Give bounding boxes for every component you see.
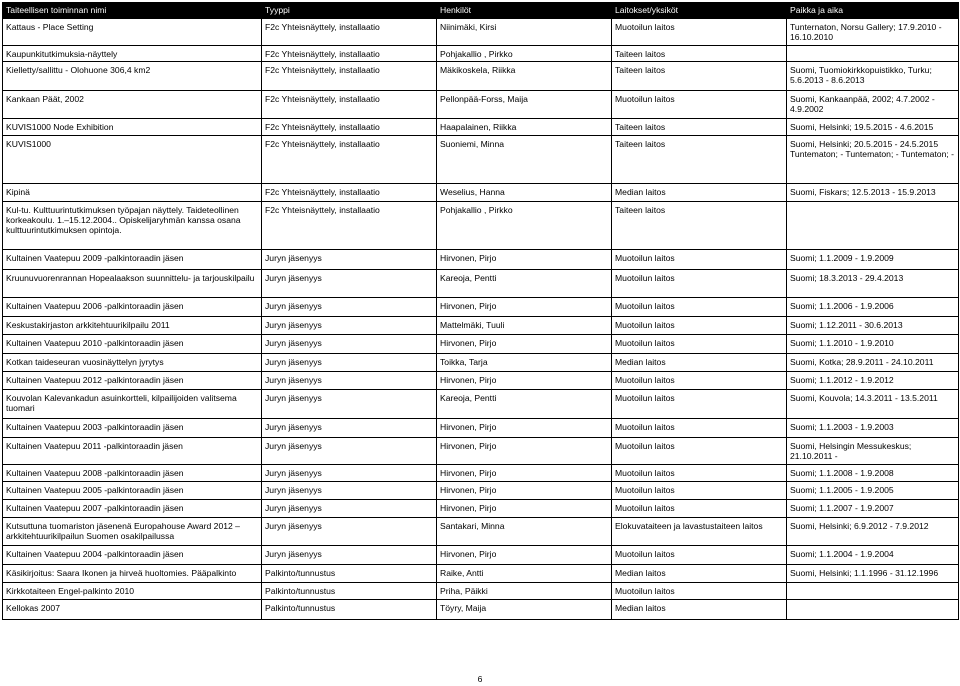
cell-department: Muotoilun laitos	[612, 249, 787, 269]
table-row	[3, 135, 959, 183]
cell-place-time: Suomi, Tuomiokirkkopuistikko, Turku; 5.6.2013 - 8.6.2013	[787, 61, 959, 90]
table-row	[3, 90, 959, 118]
cell-department: Muotoilun laitos	[612, 371, 787, 389]
cell-type: F2c Yhteisnäyttely, installaatio	[262, 183, 437, 201]
table-row	[3, 418, 959, 437]
table-row	[3, 45, 959, 61]
table-row	[3, 389, 959, 418]
column-header-place-time: Paikka ja aika	[787, 3, 959, 19]
cell-type: Juryn jäsenyys	[262, 389, 437, 418]
cell-department: Muotoilun laitos	[612, 90, 787, 118]
column-header-persons: Henkilöt	[437, 3, 612, 19]
cell-type: Juryn jäsenyys	[262, 316, 437, 334]
table-row	[3, 316, 959, 334]
cell-persons: Kareoja, Pentti	[437, 389, 612, 418]
table-row	[3, 249, 959, 269]
cell-name: Kotkan taideseuran vuosinäyttelyn jyrytys	[3, 353, 262, 371]
cell-place-time: Suomi; 1.1.2012 - 1.9.2012	[787, 371, 959, 389]
cell-name: Kaupunkitutkimuksia-näyttely	[3, 45, 262, 61]
table-row	[3, 481, 959, 499]
cell-place-time: Suomi; 1.1.2004 - 1.9.2004	[787, 545, 959, 564]
cell-persons: Pellonpää-Forss, Maija	[437, 90, 612, 118]
cell-type: F2c Yhteisnäyttely, installaatio	[262, 118, 437, 135]
cell-place-time: Suomi, Helsingin Messukeskus; 21.10.2011 -	[787, 437, 959, 464]
cell-department: Muotoilun laitos	[612, 389, 787, 418]
cell-place-time	[787, 45, 959, 61]
cell-type: Juryn jäsenyys	[262, 269, 437, 297]
table-row	[3, 437, 959, 464]
cell-department: Median laitos	[612, 599, 787, 619]
cell-type: Juryn jäsenyys	[262, 371, 437, 389]
cell-type: Palkinto/tunnustus	[262, 582, 437, 599]
cell-department: Muotoilun laitos	[612, 297, 787, 316]
cell-department: Taiteen laitos	[612, 135, 787, 183]
cell-persons: Hirvonen, Pirjo	[437, 499, 612, 517]
cell-place-time: Suomi; 1.1.2008 - 1.9.2008	[787, 464, 959, 481]
cell-persons: Santakari, Minna	[437, 517, 612, 545]
cell-persons: Weselius, Hanna	[437, 183, 612, 201]
cell-persons: Hirvonen, Pirjo	[437, 418, 612, 437]
cell-department: Elokuvataiteen ja lavastustaiteen laitos	[612, 517, 787, 545]
table-row	[3, 545, 959, 564]
cell-type: Juryn jäsenyys	[262, 545, 437, 564]
cell-place-time: Suomi; 1.1.2007 - 1.9.2007	[787, 499, 959, 517]
table-row	[3, 334, 959, 353]
cell-name: Kankaan Päät, 2002	[3, 90, 262, 118]
cell-place-time: Suomi, Helsinki; 6.9.2012 - 7.9.2012	[787, 517, 959, 545]
cell-place-time	[787, 599, 959, 619]
cell-persons: Pohjakallio , Pirkko	[437, 201, 612, 249]
table-row	[3, 464, 959, 481]
cell-name: Kouvolan Kalevankadun asuinkortteli, kilpailijoiden valitsema tuomari	[3, 389, 262, 418]
cell-type: Palkinto/tunnustus	[262, 564, 437, 582]
cell-department: Median laitos	[612, 353, 787, 371]
table-row	[3, 183, 959, 201]
cell-place-time: Suomi; 1.1.2006 - 1.9.2006	[787, 297, 959, 316]
cell-name: Kellokas 2007	[3, 599, 262, 619]
table-row	[3, 61, 959, 90]
cell-place-time: Suomi, Kotka; 28.9.2011 - 24.10.2011	[787, 353, 959, 371]
cell-persons: Kareoja, Pentti	[437, 269, 612, 297]
cell-type: Juryn jäsenyys	[262, 334, 437, 353]
cell-name: Kruunuvuorenrannan Hopealaakson suunnittelu- ja tarjouskilpailu	[3, 269, 262, 297]
cell-department: Muotoilun laitos	[612, 334, 787, 353]
table-row	[3, 297, 959, 316]
cell-persons: Töyry, Maija	[437, 599, 612, 619]
cell-persons: Hirvonen, Pirjo	[437, 437, 612, 464]
cell-place-time: Suomi; 1.1.2003 - 1.9.2003	[787, 418, 959, 437]
cell-type: F2c Yhteisnäyttely, installaatio	[262, 45, 437, 61]
cell-type: Juryn jäsenyys	[262, 418, 437, 437]
cell-name: Kultainen Vaatepuu 2004 -palkintoraadin jäsen	[3, 545, 262, 564]
table-row	[3, 269, 959, 297]
cell-persons: Hirvonen, Pirjo	[437, 297, 612, 316]
cell-type: Juryn jäsenyys	[262, 499, 437, 517]
cell-persons: Priha, Päikki	[437, 582, 612, 599]
cell-place-time: Suomi, Helsinki; 1.1.1996 - 31.12.1996	[787, 564, 959, 582]
table-row	[3, 599, 959, 619]
cell-persons: Toikka, Tarja	[437, 353, 612, 371]
cell-type: Juryn jäsenyys	[262, 464, 437, 481]
table-row	[3, 201, 959, 249]
cell-department: Muotoilun laitos	[612, 582, 787, 599]
cell-place-time: Suomi; 1.1.2005 - 1.9.2005	[787, 481, 959, 499]
cell-name: KUVIS1000 Node Exhibition	[3, 118, 262, 135]
cell-type: F2c Yhteisnäyttely, installaatio	[262, 90, 437, 118]
cell-type: Juryn jäsenyys	[262, 249, 437, 269]
table-header-row	[3, 3, 959, 19]
cell-department: Muotoilun laitos	[612, 269, 787, 297]
cell-place-time: Suomi, Kankaanpää, 2002; 4.7.2002 - 4.9.2002	[787, 90, 959, 118]
cell-place-time: Suomi; 1.1.2009 - 1.9.2009	[787, 249, 959, 269]
cell-persons: Pohjakallio , Pirkko	[437, 45, 612, 61]
cell-persons: Hirvonen, Pirjo	[437, 545, 612, 564]
cell-persons: Niinimäki, Kirsi	[437, 19, 612, 46]
cell-name: Kultainen Vaatepuu 2007 -palkintoraadin jäsen	[3, 499, 262, 517]
cell-name: Kattaus - Place Setting	[3, 19, 262, 46]
cell-department: Muotoilun laitos	[612, 316, 787, 334]
cell-department: Taiteen laitos	[612, 61, 787, 90]
cell-name: Kultainen Vaatepuu 2005 -palkintoraadin jäsen	[3, 481, 262, 499]
cell-persons: Suoniemi, Minna	[437, 135, 612, 183]
table-row	[3, 499, 959, 517]
cell-persons: Hirvonen, Pirjo	[437, 371, 612, 389]
cell-department: Median laitos	[612, 183, 787, 201]
cell-department: Taiteen laitos	[612, 45, 787, 61]
cell-name: Kultainen Vaatepuu 2003 -palkintoraadin jäsen	[3, 418, 262, 437]
cell-department: Muotoilun laitos	[612, 19, 787, 46]
column-header-departments: Laitokset/yksiköt	[612, 3, 787, 19]
table-row	[3, 353, 959, 371]
cell-department: Muotoilun laitos	[612, 545, 787, 564]
cell-type: F2c Yhteisnäyttely, installaatio	[262, 201, 437, 249]
table-row	[3, 19, 959, 46]
page-number: 6	[477, 674, 483, 684]
cell-name: Kielletty/sallittu - Olohuone 306,4 km2	[3, 61, 262, 90]
cell-name: Käsikirjoitus: Saara Ikonen ja hirveä huoltomies. Pääpalkinto	[3, 564, 262, 582]
table-row	[3, 371, 959, 389]
cell-name: Kipinä	[3, 183, 262, 201]
cell-name: Kultainen Vaatepuu 2009 -palkintoraadin jäsen	[3, 249, 262, 269]
cell-place-time: Suomi, Helsinki; 20.5.2015 - 24.5.2015 Tuntematon; - Tuntematon; - Tuntematon; -	[787, 135, 959, 183]
cell-type: Juryn jäsenyys	[262, 517, 437, 545]
cell-department: Taiteen laitos	[612, 118, 787, 135]
cell-type: Juryn jäsenyys	[262, 481, 437, 499]
column-header-name: Taiteellisen toiminnan nimi	[3, 3, 262, 19]
table-row	[3, 118, 959, 135]
cell-place-time	[787, 201, 959, 249]
table-body	[3, 19, 959, 620]
cell-department: Muotoilun laitos	[612, 437, 787, 464]
cell-name: Kirkkotaiteen Engel-palkinto 2010	[3, 582, 262, 599]
cell-persons: Haapalainen, Riikka	[437, 118, 612, 135]
cell-name: Kul-tu. Kulttuurintutkimuksen työpajan näyttely. Taideteollinen korkeakoulu. 1.–15.12.2004.. Opiskelijaryhmän kanssa osana kulttuurintutkimuksen opintoja.	[3, 201, 262, 249]
table-row	[3, 517, 959, 545]
cell-name: Kultainen Vaatepuu 2012 -palkintoraadin jäsen	[3, 371, 262, 389]
cell-place-time: Suomi, Kouvola; 14.3.2011 - 13.5.2011	[787, 389, 959, 418]
art-activities-table	[2, 2, 959, 620]
cell-place-time: Suomi; 18.3.2013 - 29.4.2013	[787, 269, 959, 297]
cell-name: Kultainen Vaatepuu 2011 -palkintoraadin jäsen	[3, 437, 262, 464]
cell-place-time: Suomi; 1.12.2011 - 30.6.2013	[787, 316, 959, 334]
table-row	[3, 564, 959, 582]
cell-persons: Hirvonen, Pirjo	[437, 464, 612, 481]
cell-type: Juryn jäsenyys	[262, 297, 437, 316]
cell-place-time: Suomi, Fiskars; 12.5.2013 - 15.9.2013	[787, 183, 959, 201]
cell-persons: Mäkikoskela, Riikka	[437, 61, 612, 90]
cell-type: Juryn jäsenyys	[262, 353, 437, 371]
cell-place-time: Suomi; 1.1.2010 - 1.9.2010	[787, 334, 959, 353]
column-header-type: Tyyppi	[262, 3, 437, 19]
table-row	[3, 582, 959, 599]
cell-name: Kutsuttuna tuomariston jäsenenä Europahouse Award 2012 –arkkitehtuurikilpailun Suomen osakilpailussa	[3, 517, 262, 545]
cell-persons: Hirvonen, Pirjo	[437, 334, 612, 353]
cell-department: Median laitos	[612, 564, 787, 582]
cell-persons: Hirvonen, Pirjo	[437, 481, 612, 499]
cell-name: Kultainen Vaatepuu 2008 -palkintoraadin jäsen	[3, 464, 262, 481]
cell-name: Kultainen Vaatepuu 2006 -palkintoraadin jäsen	[3, 297, 262, 316]
cell-name: Kultainen Vaatepuu 2010 -palkintoraadin jäsen	[3, 334, 262, 353]
cell-department: Muotoilun laitos	[612, 418, 787, 437]
cell-place-time: Tunternaton, Norsu Gallery; 17.9.2010 - 16.10.2010	[787, 19, 959, 46]
cell-name: KUVIS1000	[3, 135, 262, 183]
cell-place-time: Suomi, Helsinki; 19.5.2015 - 4.6.2015	[787, 118, 959, 135]
cell-type: F2c Yhteisnäyttely, installaatio	[262, 135, 437, 183]
cell-persons: Raike, Antti	[437, 564, 612, 582]
cell-department: Muotoilun laitos	[612, 499, 787, 517]
cell-department: Muotoilun laitos	[612, 481, 787, 499]
cell-type: Palkinto/tunnustus	[262, 599, 437, 619]
cell-persons: Mattelmäki, Tuuli	[437, 316, 612, 334]
cell-type: F2c Yhteisnäyttely, installaatio	[262, 61, 437, 90]
cell-type: Juryn jäsenyys	[262, 437, 437, 464]
cell-type: F2c Yhteisnäyttely, installaatio	[262, 19, 437, 46]
cell-name: Keskustakirjaston arkkitehtuurikilpailu 2011	[3, 316, 262, 334]
cell-department: Taiteen laitos	[612, 201, 787, 249]
cell-persons: Hirvonen, Pirjo	[437, 249, 612, 269]
cell-place-time	[787, 582, 959, 599]
cell-department: Muotoilun laitos	[612, 464, 787, 481]
